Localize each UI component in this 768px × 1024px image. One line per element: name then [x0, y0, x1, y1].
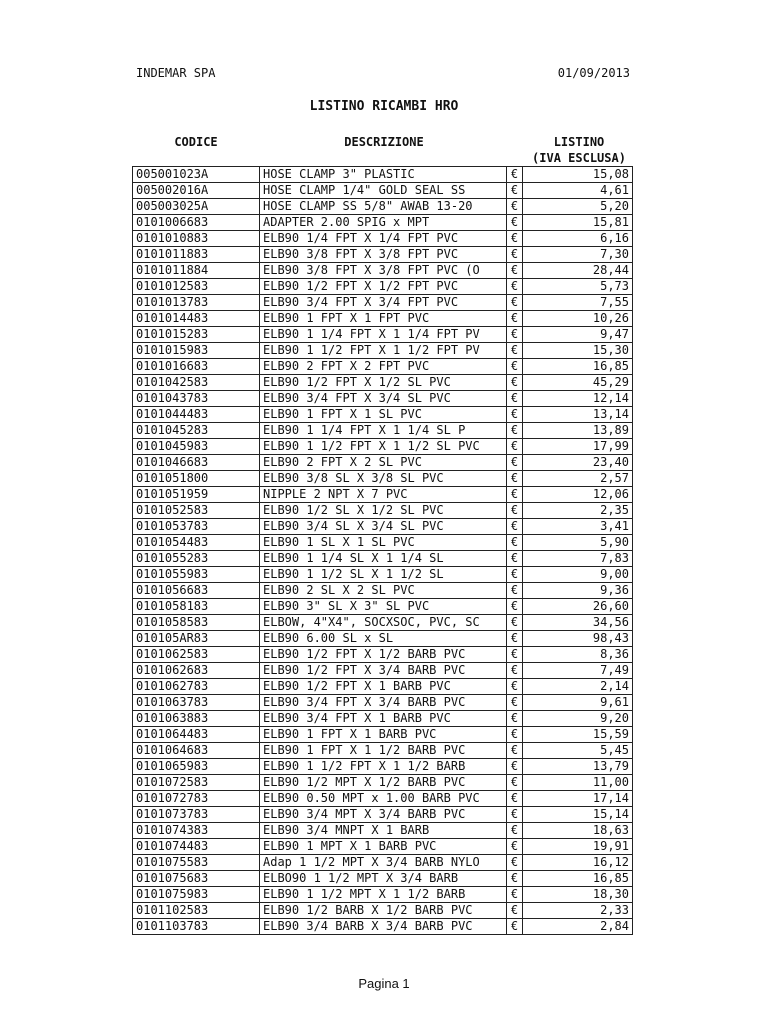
- product-description: ELB90 3/8 FPT X 3/8 FPT PVC: [260, 247, 507, 263]
- table-row: [133, 775, 633, 791]
- product-price: 16,12: [523, 855, 633, 871]
- product-code: 0101051800: [133, 471, 260, 487]
- currency-symbol: €: [507, 887, 523, 903]
- product-code: 0101012583: [133, 279, 260, 295]
- table-row: [133, 263, 633, 279]
- product-price: 19,91: [523, 839, 633, 855]
- table-row: [133, 711, 633, 727]
- currency-symbol: €: [507, 455, 523, 471]
- product-description: ELB90 3/4 MPT X 3/4 BARB PVC: [260, 807, 507, 823]
- currency-symbol: €: [507, 311, 523, 327]
- product-code: 0101044483: [133, 407, 260, 423]
- product-description: NIPPLE 2 NPT X 7 PVC: [260, 487, 507, 503]
- table-row: [133, 503, 633, 519]
- currency-symbol: €: [507, 295, 523, 311]
- currency-symbol: €: [507, 391, 523, 407]
- product-price: 2,84: [523, 919, 633, 935]
- product-description: ELB90 1 FPT X 1 FPT PVC: [260, 311, 507, 327]
- product-code: 0101045283: [133, 423, 260, 439]
- page-number: Pagina 1: [358, 976, 410, 991]
- product-price: 15,81: [523, 215, 633, 231]
- product-code: 0101011884: [133, 263, 260, 279]
- product-description: ELB90 1/2 MPT X 1/2 BARB PVC: [260, 775, 507, 791]
- product-price: 2,33: [523, 903, 633, 919]
- currency-symbol: €: [507, 471, 523, 487]
- table-row: [133, 759, 633, 775]
- product-code: 0101058583: [133, 615, 260, 631]
- product-description: ELB90 3" SL X 3" SL PVC: [260, 599, 507, 615]
- currency-symbol: €: [507, 599, 523, 615]
- product-price: 34,56: [523, 615, 633, 631]
- product-code: 0101075683: [133, 871, 260, 887]
- product-price: 12,14: [523, 391, 633, 407]
- currency-symbol: €: [507, 615, 523, 631]
- currency-symbol: €: [507, 439, 523, 455]
- product-description: ELB90 1 1/4 FPT X 1 1/4 SL P: [260, 423, 507, 439]
- table-row: [133, 391, 633, 407]
- product-description: ELB90 1/2 FPT X 1/2 SL PVC: [260, 375, 507, 391]
- product-description: ELB90 2 FPT X 2 FPT PVC: [260, 359, 507, 375]
- product-code: 0101055283: [133, 551, 260, 567]
- currency-symbol: €: [507, 663, 523, 679]
- product-description: ELB90 1 1/2 SL X 1 1/2 SL: [260, 567, 507, 583]
- product-code: 0101062783: [133, 679, 260, 695]
- product-description: ELB90 3/4 FPT X 3/4 FPT PVC: [260, 295, 507, 311]
- currency-symbol: €: [507, 647, 523, 663]
- product-description: ELB90 1/2 FPT X 1 BARB PVC: [260, 679, 507, 695]
- product-code: 0101015983: [133, 343, 260, 359]
- document-date: 01/09/2013: [557, 66, 630, 80]
- currency-symbol: €: [507, 519, 523, 535]
- currency-symbol: €: [507, 327, 523, 343]
- product-price: 9,47: [523, 327, 633, 343]
- table-row: [133, 887, 633, 903]
- product-code: 0101006683: [133, 215, 260, 231]
- column-header-description: DESCRIZIONE: [344, 135, 424, 149]
- product-code: 0101063883: [133, 711, 260, 727]
- page-title: LISTINO RICAMBI HRO: [309, 99, 459, 114]
- product-price: 7,83: [523, 551, 633, 567]
- product-price: 5,20: [523, 199, 633, 215]
- product-code: 0101073783: [133, 807, 260, 823]
- currency-symbol: €: [507, 231, 523, 247]
- product-description: ELB90 1 1/2 MPT X 1 1/2 BARB: [260, 887, 507, 903]
- product-description: ELB90 6.00 SL x SL: [260, 631, 507, 647]
- product-price: 2,35: [523, 503, 633, 519]
- product-code: 0101062683: [133, 663, 260, 679]
- product-price: 45,29: [523, 375, 633, 391]
- product-price: 9,20: [523, 711, 633, 727]
- currency-symbol: €: [507, 583, 523, 599]
- column-header-price: LISTINO: [553, 135, 605, 149]
- table-row: [133, 279, 633, 295]
- table-row: [133, 807, 633, 823]
- table-row: [133, 535, 633, 551]
- product-code: 005003025A: [133, 199, 260, 215]
- currency-symbol: €: [507, 167, 523, 183]
- currency-symbol: €: [507, 791, 523, 807]
- column-header-code: CODICE: [174, 135, 218, 149]
- table-row: [133, 199, 633, 215]
- product-description: ELB90 1/4 FPT X 1/4 FPT PVC: [260, 231, 507, 247]
- currency-symbol: €: [507, 727, 523, 743]
- product-description: ELB90 3/4 MNPT X 1 BARB: [260, 823, 507, 839]
- table-row: [133, 615, 633, 631]
- currency-symbol: €: [507, 487, 523, 503]
- product-code: 0101065983: [133, 759, 260, 775]
- product-price: 9,00: [523, 567, 633, 583]
- price-list-table: [132, 166, 633, 935]
- product-description: ELB90 1 1/4 SL X 1 1/4 SL: [260, 551, 507, 567]
- table-row: [133, 359, 633, 375]
- currency-symbol: €: [507, 359, 523, 375]
- currency-symbol: €: [507, 679, 523, 695]
- product-description: ELB90 0.50 MPT x 1.00 BARB PVC: [260, 791, 507, 807]
- table-row: [133, 631, 633, 647]
- table-row: [133, 871, 633, 887]
- table-row: [133, 375, 633, 391]
- product-code: 005001023A: [133, 167, 260, 183]
- product-price: 15,30: [523, 343, 633, 359]
- product-code: 0101064483: [133, 727, 260, 743]
- product-description: ELB90 2 SL X 2 SL PVC: [260, 583, 507, 599]
- table-row: [133, 695, 633, 711]
- table-row: [133, 839, 633, 855]
- product-price: 98,43: [523, 631, 633, 647]
- product-description: ELB90 3/4 FPT X 1 BARB PVC: [260, 711, 507, 727]
- product-description: HOSE CLAMP 1/4" GOLD SEAL SS: [260, 183, 507, 199]
- product-code: 0101102583: [133, 903, 260, 919]
- product-description: ELB90 1 FPT X 1 1/2 BARB PVC: [260, 743, 507, 759]
- currency-symbol: €: [507, 535, 523, 551]
- product-code: 0101054483: [133, 535, 260, 551]
- table-row: [133, 727, 633, 743]
- table-row: [133, 519, 633, 535]
- currency-symbol: €: [507, 375, 523, 391]
- product-code: 0101052583: [133, 503, 260, 519]
- currency-symbol: €: [507, 279, 523, 295]
- product-description: ELB90 3/4 SL X 3/4 SL PVC: [260, 519, 507, 535]
- table-row: [133, 903, 633, 919]
- product-price: 7,49: [523, 663, 633, 679]
- currency-symbol: €: [507, 919, 523, 935]
- product-code: 0101011883: [133, 247, 260, 263]
- currency-symbol: €: [507, 631, 523, 647]
- currency-symbol: €: [507, 407, 523, 423]
- product-code: 0101015283: [133, 327, 260, 343]
- product-price: 9,61: [523, 695, 633, 711]
- table-row: [133, 567, 633, 583]
- product-code: 0101016683: [133, 359, 260, 375]
- table-row: [133, 327, 633, 343]
- product-code: 0101075583: [133, 855, 260, 871]
- product-code: 010105AR83: [133, 631, 260, 647]
- currency-symbol: €: [507, 263, 523, 279]
- product-code: 0101072583: [133, 775, 260, 791]
- product-code: 0101053783: [133, 519, 260, 535]
- currency-symbol: €: [507, 199, 523, 215]
- product-price: 2,57: [523, 471, 633, 487]
- product-code: 0101062583: [133, 647, 260, 663]
- product-code: 0101042583: [133, 375, 260, 391]
- table-row: [133, 919, 633, 935]
- product-code: 005002016A: [133, 183, 260, 199]
- product-price: 2,14: [523, 679, 633, 695]
- product-description: ELB90 1 FPT X 1 SL PVC: [260, 407, 507, 423]
- product-price: 26,60: [523, 599, 633, 615]
- column-header-price-note: (IVA ESCLUSA): [532, 151, 626, 165]
- currency-symbol: €: [507, 183, 523, 199]
- table-row: [133, 679, 633, 695]
- product-price: 13,14: [523, 407, 633, 423]
- product-description: ELB90 3/4 BARB X 3/4 BARB PVC: [260, 919, 507, 935]
- product-price: 15,14: [523, 807, 633, 823]
- product-code: 0101063783: [133, 695, 260, 711]
- table-row: [133, 455, 633, 471]
- table-row: [133, 743, 633, 759]
- product-price: 18,30: [523, 887, 633, 903]
- currency-symbol: €: [507, 567, 523, 583]
- product-code: 0101046683: [133, 455, 260, 471]
- currency-symbol: €: [507, 775, 523, 791]
- product-description: ELB90 2 FPT X 2 SL PVC: [260, 455, 507, 471]
- product-description: ELB90 3/8 SL X 3/8 SL PVC: [260, 471, 507, 487]
- product-price: 13,89: [523, 423, 633, 439]
- product-code: 0101058183: [133, 599, 260, 615]
- product-description: ADAPTER 2.00 SPIG x MPT: [260, 215, 507, 231]
- product-description: ELB90 1 MPT X 1 BARB PVC: [260, 839, 507, 855]
- product-code: 0101056683: [133, 583, 260, 599]
- currency-symbol: €: [507, 711, 523, 727]
- currency-symbol: €: [507, 247, 523, 263]
- table-row: [133, 343, 633, 359]
- product-description: ELB90 1/2 FPT X 3/4 BARB PVC: [260, 663, 507, 679]
- product-price: 11,00: [523, 775, 633, 791]
- product-code: 0101010883: [133, 231, 260, 247]
- product-description: ELB90 1/2 BARB X 1/2 BARB PVC: [260, 903, 507, 919]
- product-code: 0101013783: [133, 295, 260, 311]
- product-price: 12,06: [523, 487, 633, 503]
- table-row: [133, 215, 633, 231]
- product-price: 3,41: [523, 519, 633, 535]
- product-description: ELBOW, 4"X4", SOCXSOC, PVC, SC: [260, 615, 507, 631]
- table-row: [133, 295, 633, 311]
- product-code: 0101051959: [133, 487, 260, 503]
- currency-symbol: €: [507, 807, 523, 823]
- product-price: 8,36: [523, 647, 633, 663]
- table-row: [133, 167, 633, 183]
- product-price: 18,63: [523, 823, 633, 839]
- product-price: 4,61: [523, 183, 633, 199]
- product-price: 17,14: [523, 791, 633, 807]
- product-code: 0101072783: [133, 791, 260, 807]
- table-row: [133, 487, 633, 503]
- product-description: ELB90 1 1/4 FPT X 1 1/4 FPT PV: [260, 327, 507, 343]
- table-row: [133, 439, 633, 455]
- product-code: 0101064683: [133, 743, 260, 759]
- product-price: 5,90: [523, 535, 633, 551]
- product-description: ELB90 1/2 FPT X 1/2 BARB PVC: [260, 647, 507, 663]
- currency-symbol: €: [507, 903, 523, 919]
- product-price: 9,36: [523, 583, 633, 599]
- table-row: [133, 823, 633, 839]
- product-price: 7,55: [523, 295, 633, 311]
- product-code: 0101103783: [133, 919, 260, 935]
- product-code: 0101055983: [133, 567, 260, 583]
- product-price: 15,08: [523, 167, 633, 183]
- product-description: ELB90 1/2 FPT X 1/2 FPT PVC: [260, 279, 507, 295]
- table-row: [133, 583, 633, 599]
- product-price: 16,85: [523, 359, 633, 375]
- product-description: Adap 1 1/2 MPT X 3/4 BARB NYLO: [260, 855, 507, 871]
- product-description: ELBO90 1 1/2 MPT X 3/4 BARB: [260, 871, 507, 887]
- product-price: 28,44: [523, 263, 633, 279]
- currency-symbol: €: [507, 855, 523, 871]
- price-list-body: [133, 167, 633, 935]
- product-description: HOSE CLAMP 3" PLASTIC: [260, 167, 507, 183]
- product-price: 5,73: [523, 279, 633, 295]
- currency-symbol: €: [507, 343, 523, 359]
- product-description: ELB90 1/2 SL X 1/2 SL PVC: [260, 503, 507, 519]
- product-code: 0101045983: [133, 439, 260, 455]
- product-price: 23,40: [523, 455, 633, 471]
- currency-symbol: €: [507, 503, 523, 519]
- product-code: 0101075983: [133, 887, 260, 903]
- table-row: [133, 471, 633, 487]
- currency-symbol: €: [507, 215, 523, 231]
- product-price: 15,59: [523, 727, 633, 743]
- table-row: [133, 855, 633, 871]
- table-row: [133, 423, 633, 439]
- product-price: 17,99: [523, 439, 633, 455]
- table-row: [133, 311, 633, 327]
- table-row: [133, 231, 633, 247]
- currency-symbol: €: [507, 695, 523, 711]
- table-row: [133, 183, 633, 199]
- product-code: 0101014483: [133, 311, 260, 327]
- table-row: [133, 791, 633, 807]
- currency-symbol: €: [507, 759, 523, 775]
- table-row: [133, 647, 633, 663]
- product-price: 16,85: [523, 871, 633, 887]
- product-description: ELB90 3/8 FPT X 3/8 FPT PVC (O: [260, 263, 507, 279]
- product-description: ELB90 1 FPT X 1 BARB PVC: [260, 727, 507, 743]
- table-row: [133, 599, 633, 615]
- product-price: 13,79: [523, 759, 633, 775]
- product-description: ELB90 3/4 FPT X 3/4 BARB PVC: [260, 695, 507, 711]
- product-description: ELB90 1 1/2 FPT X 1 1/2 BARB: [260, 759, 507, 775]
- currency-symbol: €: [507, 823, 523, 839]
- table-row: [133, 407, 633, 423]
- company-name: INDEMAR SPA: [136, 66, 216, 80]
- product-price: 5,45: [523, 743, 633, 759]
- table-row: [133, 551, 633, 567]
- product-price: 7,30: [523, 247, 633, 263]
- product-code: 0101074383: [133, 823, 260, 839]
- currency-symbol: €: [507, 743, 523, 759]
- product-description: ELB90 1 SL X 1 SL PVC: [260, 535, 507, 551]
- currency-symbol: €: [507, 871, 523, 887]
- product-description: ELB90 1 1/2 FPT X 1 1/2 SL PVC: [260, 439, 507, 455]
- product-description: ELB90 3/4 FPT X 3/4 SL PVC: [260, 391, 507, 407]
- table-row: [133, 247, 633, 263]
- product-price: 6,16: [523, 231, 633, 247]
- table-row: [133, 663, 633, 679]
- currency-symbol: €: [507, 551, 523, 567]
- product-price: 10,26: [523, 311, 633, 327]
- currency-symbol: €: [507, 423, 523, 439]
- product-description: HOSE CLAMP SS 5/8" AWAB 13-20: [260, 199, 507, 215]
- product-code: 0101043783: [133, 391, 260, 407]
- product-code: 0101074483: [133, 839, 260, 855]
- product-description: ELB90 1 1/2 FPT X 1 1/2 FPT PV: [260, 343, 507, 359]
- currency-symbol: €: [507, 839, 523, 855]
